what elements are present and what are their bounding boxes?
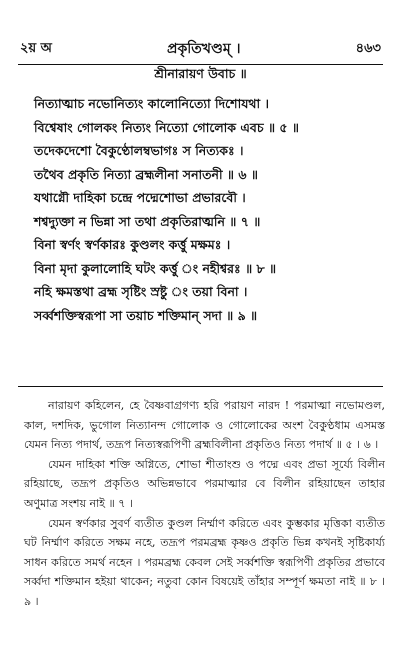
verse-line: তথৈব প্রকৃতি নিত্যা ব্রহ্মলীনা সনাতনী ॥ ৬ ॥ — [34, 166, 258, 182]
commentary-paragraph: যেমন স্বর্ণকার সুবর্ণ ব্যতীত কুণ্ডল নির্ম্মাণ করিতে এবং কুম্ভকার মৃত্তিকা ব্যতীত ঘট নির্ম্মাণ করিতে সক্ষম নহে, তদ্রূপ পরমব্রহ্ম কৃষ্ণও প্রকৃতি ভিন্ন কখনই সৃষ্টিকার্য্য সাধন করিতে সমর্থ নহেন । পরমব্রহ্ম কেবল সেই সর্ব্বশক্তি স্বরূপিণী প্রকৃতির প্রভাবে সর্ব্বদা শক্তিমান হইয়া থাকেন; নতুবা কোন বিষয়েই তাঁহার সম্পূর্ণ ক্ষমতা নাই ॥ ৮ । ৯ । — [24, 516, 385, 608]
section-divider — [18, 386, 383, 387]
book-title: প্রকৃতিখণ্ডম্ । — [167, 41, 241, 57]
verse-line: নিত্যাত্মাচ নভোনিত্যং কালোনিত্যো দিশোযথা । — [34, 96, 269, 111]
verse-line: তদেকদেশো বৈকুণ্ঠোলম্বভাগঃ স নিত্যকঃ । — [34, 143, 244, 158]
verse-line: নহি ক্ষমস্তথা ব্রহ্ম সৃষ্টিং স্রষ্টু ং তয়া বিনা । — [34, 284, 248, 299]
commentary-paragraph: যেমন দাহিকা শক্তি অগ্নিতে, শোভা শীতাংশু ও পদ্মে এবং প্রভা সূর্য্যে বিলীন রহিয়াছে, তদ্রূপ প্রকৃতিও অভিন্নভাবে পরমাত্মার বে বিলীন রহিয়াছেন তাহার অণুমাত্র সংশয় নাই ॥ ৭ । — [24, 457, 385, 510]
page-header — [20, 38, 381, 60]
verse-line: বিশ্বেষাং গোলকং নিত্যং নিত্যো গোলোক এবচ ॥ ৫ ॥ — [34, 119, 299, 135]
page-number: ৪৬৩ — [355, 40, 381, 56]
verse-line: সর্ব্বশক্তিস্বরূপা সা তয়াচ শক্তিমান্ সদা ॥ ৯ ॥ — [34, 307, 258, 323]
commentary-block — [24, 396, 385, 612]
verse-block — [34, 92, 381, 327]
verse-line: শশ্বদ্যুক্তা ন ভিন্না সা তথা প্রকৃতিরাত্মনি ॥ ৭ ॥ — [34, 213, 261, 229]
verse-line: বিনা স্বর্ণং স্বর্ণকারঃ কুণ্ডলং কর্ত্তু মক্ষমঃ । — [34, 237, 231, 252]
commentary-paragraph: নারায়ণ কহিলেন, হে বৈষ্ণবাগ্রগণ্য হরি পরায়ণ নারদ ! পরমাত্মা নভোমণ্ডল, কাল, দশদিক, ভুগোল নিত্যানন্দ গোলোক ও গোলোকের অংশ বৈকুণ্ঠধাম এসমস্ত যেমন নিত্য পদার্থ, তদ্রূপ নিত্যস্বরূপিণী ব্রহ্মবিলীনা প্রকৃতিও নিত্য পদার্থ ॥ ৫ । ৬ । — [24, 399, 385, 452]
chapter-label: ২য় অ — [20, 40, 52, 56]
section-title: শ্রীনারায়ণ উবাচ ॥ — [154, 66, 247, 81]
verse-line: যথাগ্নৌ দাহিকা চন্দ্রে পদ্মেশোভা প্রভারবৌ । — [34, 190, 246, 205]
header-divider — [18, 64, 383, 65]
verse-line: বিনা মৃদা কুলালোহি ঘটং কর্ত্তু ং নহীশ্বরঃ ॥ ৮ ॥ — [34, 260, 277, 276]
